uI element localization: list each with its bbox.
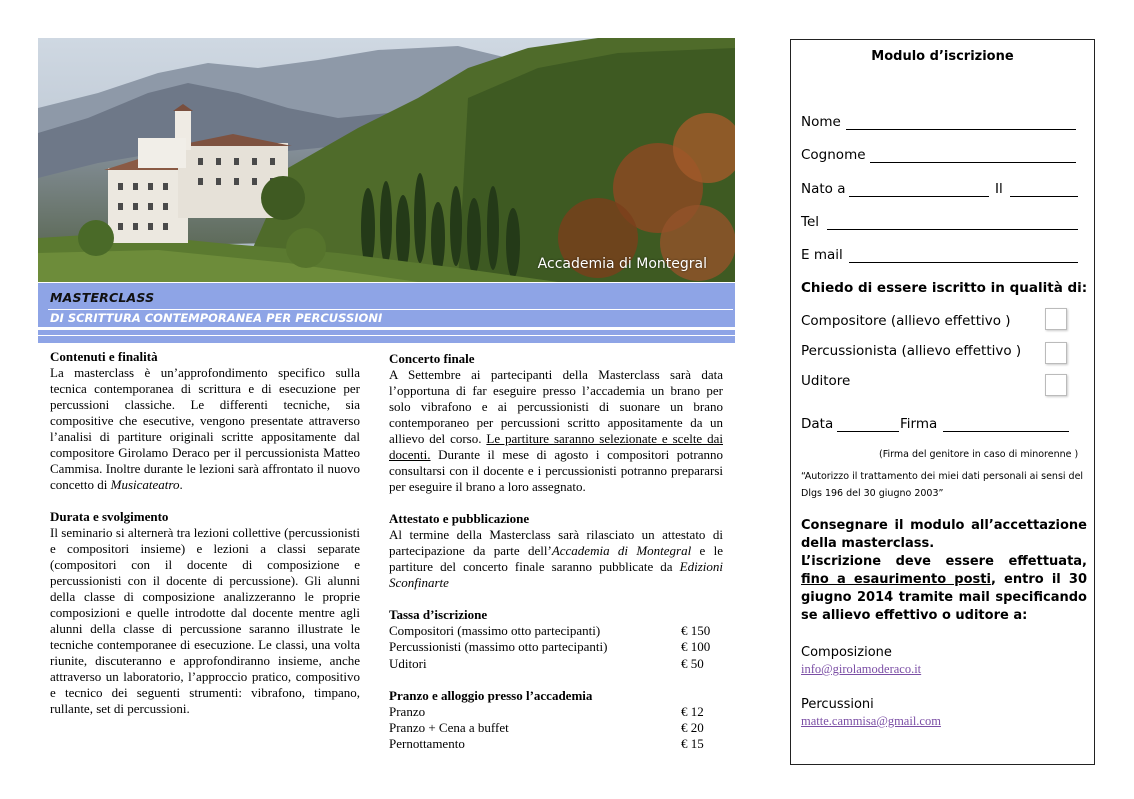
section-contenuti	[50, 349, 360, 493]
il-label: Il	[995, 181, 1003, 197]
nato-label: Nato a	[801, 181, 846, 197]
banner-divider	[48, 309, 733, 310]
registration-form	[790, 39, 1095, 765]
section-heading: Attestato e pubblicazione	[389, 511, 530, 526]
privacy-consent: “Autorizzo il trattamento dei miei dati personali ai sensi del Dlgs 196 del 30 giugno 2003”	[801, 471, 1084, 499]
title-banner	[38, 283, 735, 343]
table-row	[389, 720, 723, 736]
signature-field[interactable]	[943, 431, 1069, 432]
birthdate-field[interactable]	[1010, 196, 1078, 197]
signature-note: (Firma del genitore in caso di minorenne )	[879, 449, 1079, 460]
left-text-column	[50, 349, 360, 733]
section-heading: Pranzo e alloggio presso l’accademia	[389, 687, 593, 703]
email-field[interactable]	[849, 262, 1078, 263]
form-title: Modulo d’iscrizione	[871, 49, 1014, 64]
nome-field[interactable]	[846, 129, 1076, 130]
option-percussionista-label: Percussionista (allievo effettivo )	[801, 343, 1022, 359]
fee-value: € 50	[681, 655, 704, 671]
paragraph-text: Durante il mese di agosto i compositori potranno consultarsi con il docente e i percussionisti potranno prepararsi per eseguire il brano a loro assegnato.	[389, 447, 723, 494]
instructions-text: L’iscrizione deve essere effettuata,	[801, 554, 1087, 569]
table-row	[389, 656, 723, 672]
meal-value: € 15	[681, 736, 704, 752]
section-paragraph	[389, 527, 723, 591]
middle-text-column	[389, 351, 723, 769]
instructions-underlined: fino a esaurimento posti	[801, 572, 991, 587]
uditore-checkbox[interactable]	[1045, 374, 1067, 396]
banner-subtitle: DI SCRITTURA CONTEMPORANEA PER PERCUSSIONI	[50, 311, 383, 325]
email-label: E mail	[801, 247, 843, 263]
section-heading: Contenuti e finalità	[50, 349, 158, 364]
meal-label: Pernottamento	[389, 736, 465, 752]
cognome-label: Cognome	[801, 147, 866, 163]
table-row	[389, 704, 723, 720]
table-row	[389, 736, 723, 752]
banner-divider	[38, 335, 735, 336]
tel-field[interactable]	[827, 229, 1078, 230]
section-durata	[50, 509, 360, 717]
banner-divider	[38, 327, 735, 330]
contact-composizione-email-link[interactable]: info@girolamoderaco.it	[801, 662, 922, 676]
section-concerto	[389, 351, 723, 495]
option-uditore-label: Uditore	[801, 373, 851, 389]
fee-value: € 100	[681, 639, 711, 655]
percussionista-checkbox[interactable]	[1045, 342, 1067, 364]
italic-term: Musicateatro	[110, 477, 180, 492]
section-pranzo	[389, 688, 723, 753]
meal-label: Pranzo	[389, 703, 426, 719]
contact-composizione-label: Composizione	[801, 645, 892, 660]
fee-value: € 150	[681, 623, 711, 638]
section-paragraph	[50, 365, 360, 493]
delivery-instructions	[801, 517, 1087, 625]
paragraph-text: .	[179, 477, 183, 492]
meal-value: € 12	[681, 703, 704, 719]
fee-label: Compositori (massimo otto partecipanti)	[389, 623, 601, 638]
paragraph-text: La masterclass è un’approfondimento specifico sulla tecnica contemporanea di scrittura e di esecuzione per percussioni classiche. Le differenti tecniche, sia compositive che esecutive, vengono presentate attraverso l’analisi di partiture originali scritte appositamente dal compositore Girolamo Deraco per il percussionista Matteo Cammisa. Inoltre durante le lezioni sarà affrontato il nuovo concetto di	[50, 365, 360, 492]
nome-label: Nome	[801, 114, 841, 130]
tel-label: Tel	[801, 214, 820, 230]
compositore-checkbox[interactable]	[1045, 308, 1067, 330]
firma-label: Firma	[900, 416, 938, 432]
table-row	[389, 639, 723, 655]
landscape-illustration	[38, 38, 735, 282]
section-tassa	[389, 607, 723, 672]
hero-caption: Accademia di Montegral	[537, 256, 707, 272]
fee-label: Percussionisti (massimo otto partecipanti)	[389, 639, 608, 655]
paragraph-text: e le partiture del concerto finale saranno pubblicate da	[389, 543, 724, 574]
section-heading: Tassa d’iscrizione	[389, 607, 488, 622]
date-field[interactable]	[837, 431, 899, 432]
meal-label: Pranzo + Cena a buffet	[389, 720, 509, 736]
meal-value: € 20	[681, 720, 704, 736]
instructions-text: Consegnare il modulo all’accettazione della masterclass.	[801, 518, 1087, 551]
section-heading: Durata e svolgimento	[50, 509, 169, 524]
request-heading: Chiedo di essere iscritto in qualità di:	[801, 280, 1088, 296]
fee-label: Uditori	[389, 655, 427, 671]
hero-photo	[38, 38, 735, 282]
cognome-field[interactable]	[870, 162, 1076, 163]
underlined-text: Le partiture saranno selezionate e scelte dai docenti.	[389, 431, 723, 462]
option-compositore-label: Compositore (allievo effettivo )	[801, 313, 1011, 329]
section-paragraph	[389, 367, 723, 495]
paragraph-text: Al termine della Masterclass sarà rilasciato un attestato di partecipazione da parte dell’	[389, 527, 723, 558]
instructions-text: , entro il 30 giugno 2014 tramite mail specificando se allievo effettivo o uditore a:	[801, 572, 1087, 623]
section-attestato	[389, 511, 723, 591]
paragraph-text: A Settembre ai partecipanti della Masterclass sarà data l’opportuna di far eseguire presso l’accademia un brano per solo vibrafono e ai percussionisti di suonare un brano contemporaneo per percussioni scritto appositamente da un allievo del corso.	[389, 367, 723, 446]
section-paragraph: Il seminario si alternerà tra lezioni collettive (percussionisti e compositori insieme) e lezioni a classi separate (compositori con il docente di composizione e percussionisti con il docente di percussione). Gli alunni della classe di composizione analizzeranno le proprie composizioni e quelle introdotte dal docente mentre agli alunni della classe di percussione saranno illustrate le tecniche contemporanee di esecuzione. Le classi, una volta riunite, discuteranno e approfondiranno insieme, anche attraverso un laboratorio, l’approccio pratico, compositivo e tecnico dei seguenti strumenti: vibrafono, timpano, rullante, set di percussioni.	[50, 525, 360, 716]
data-label: Data	[801, 416, 834, 432]
fees-table	[389, 623, 723, 672]
contact-percussioni-email-link[interactable]: matte.cammisa@gmail.com	[801, 714, 941, 728]
section-heading: Concerto finale	[389, 351, 475, 366]
banner-title: MASTERCLASS	[50, 290, 155, 305]
meals-table	[389, 704, 723, 753]
birthplace-field[interactable]	[849, 196, 989, 197]
italic-term: Accademia di Montegral	[551, 543, 692, 558]
table-row	[389, 623, 723, 639]
contact-percussioni-label: Percussioni	[801, 697, 874, 712]
italic-term: Edizioni Sconfinarte	[389, 559, 723, 590]
